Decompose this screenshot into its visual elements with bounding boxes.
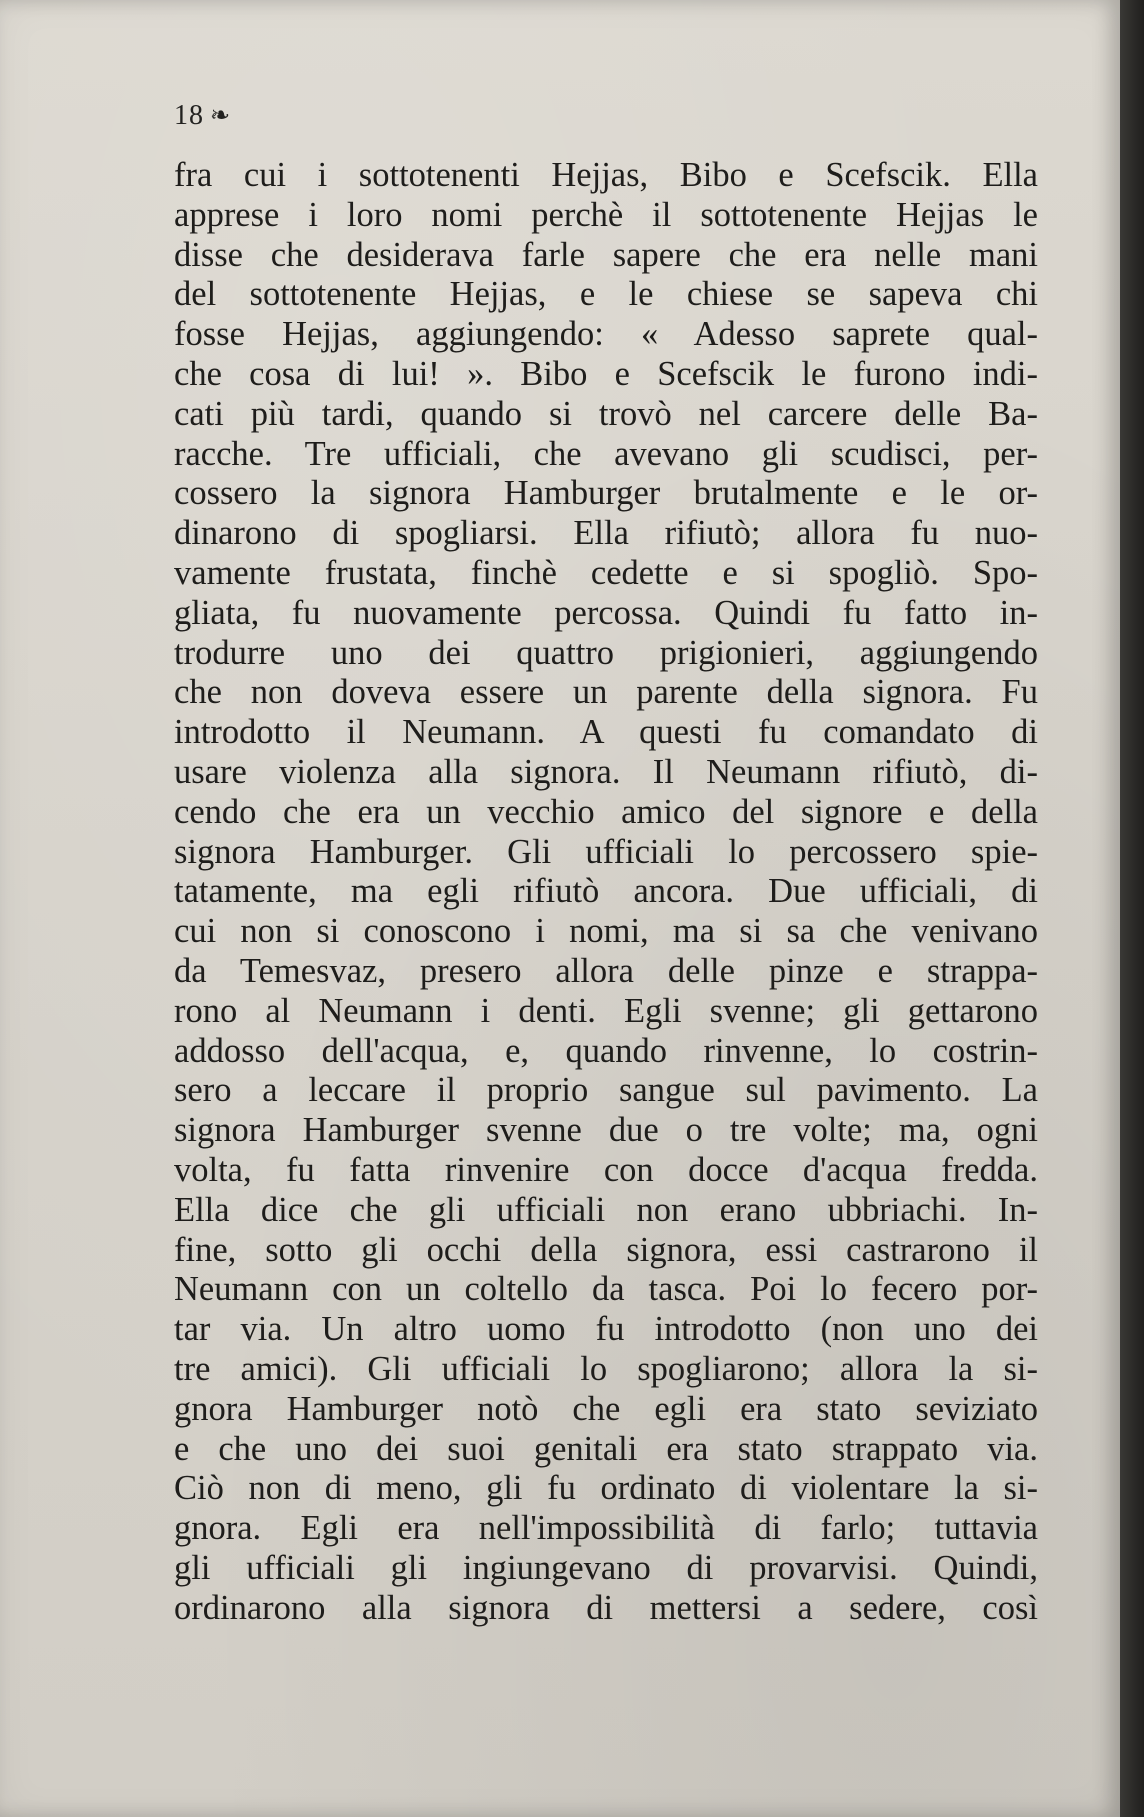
- text-line: racche. Tre ufficiali, che avevano gli scudisci, per-: [174, 434, 1038, 473]
- text-line: volta, fu fatta rinvenire con docce d'acqua fredda.: [174, 1150, 1038, 1189]
- text-line: Neumann con un coltello da tasca. Poi lo fecero por-: [174, 1270, 1038, 1309]
- text-line: gli ufficiali gli ingiungevano di provarvisi. Quindi,: [174, 1548, 1038, 1587]
- text-line: fosse Hejjas, aggiungendo: « Adesso saprete qual-: [174, 315, 1038, 354]
- text-line: cati più tardi, quando si trovò nel carcere delle Ba-: [174, 394, 1038, 433]
- text-line: tre amici). Gli ufficiali lo spogliarono; allora la si-: [174, 1349, 1038, 1388]
- text-line: gnora. Egli era nell'impossibilità di farlo; tuttavia: [174, 1509, 1038, 1548]
- text-line: Ella dice che gli ufficiali non erano ubbriachi. In-: [174, 1190, 1038, 1229]
- text-line: gnora Hamburger notò che egli era stato seviziato: [174, 1389, 1038, 1428]
- page-number: [174, 100, 231, 132]
- text-line: tar via. Un altro uomo fu introdotto (non uno dei: [174, 1310, 1038, 1349]
- text-line: del sottotenente Hejjas, e le chiese se sapeva chi: [174, 275, 1038, 314]
- text-line: introdotto il Neumann. A questi fu comandato di: [174, 713, 1038, 752]
- text-line: tatamente, ma egli rifiutò ancora. Due ufficiali, di: [174, 872, 1038, 911]
- text-line: fine, sotto gli occhi della signora, essi castrarono il: [174, 1230, 1038, 1269]
- body-text: [174, 156, 1038, 1628]
- text-line: signora Hamburger svenne due o tre volte; ma, ogni: [174, 1111, 1038, 1150]
- ornament-icon: ❧: [210, 103, 232, 129]
- text-line: che non doveva essere un parente della signora. Fu: [174, 673, 1038, 712]
- text-line: e che uno dei suoi genitali era stato strappato via.: [174, 1429, 1038, 1468]
- text-line: usare violenza alla signora. Il Neumann rifiutò, di-: [174, 752, 1038, 791]
- text-line: cossero la signora Hamburger brutalmente e le or-: [174, 474, 1038, 513]
- text-line: trodurre uno dei quattro prigionieri, aggiungendo: [174, 633, 1038, 672]
- text-line: Ciò non di meno, gli fu ordinato di violentare la si-: [174, 1469, 1038, 1508]
- text-line: gliata, fu nuovamente percossa. Quindi fu fatto in-: [174, 593, 1038, 632]
- text-line: signora Hamburger. Gli ufficiali lo percossero spie-: [174, 832, 1038, 871]
- text-line: cui non si conoscono i nomi, ma si sa che venivano: [174, 912, 1038, 951]
- text-line: dinarono di spogliarsi. Ella rifiutò; allora fu nuo-: [174, 514, 1038, 553]
- text-line: addosso dell'acqua, e, quando rinvenne, lo costrin-: [174, 1031, 1038, 1070]
- text-line: apprese i loro nomi perchè il sottotenente Hejjas le: [174, 195, 1038, 234]
- text-line: cendo che era un vecchio amico del signore e della: [174, 792, 1038, 831]
- text-line: da Temesvaz, presero allora delle pinze e strappa-: [174, 951, 1038, 990]
- text-line: disse che desiderava farle sapere che era nelle mani: [174, 235, 1038, 274]
- text-line: sero a leccare il proprio sangue sul pavimento. La: [174, 1071, 1038, 1110]
- page-edge-shadow: [1120, 0, 1144, 1817]
- text-line: vamente frustata, finchè cedette e si spogliò. Spo-: [174, 553, 1038, 592]
- text-line: ordinarono alla signora di mettersi a sedere, così: [174, 1588, 1038, 1627]
- text-line: fra cui i sottotenenti Hejjas, Bibo e Scefscik. Ella: [174, 156, 1038, 194]
- text-line: rono al Neumann i denti. Egli svenne; gli gettarono: [174, 991, 1038, 1030]
- text-line: che cosa di lui! ». Bibo e Scefscik le furono indi-: [174, 354, 1038, 393]
- page-number-text: 18: [174, 100, 204, 131]
